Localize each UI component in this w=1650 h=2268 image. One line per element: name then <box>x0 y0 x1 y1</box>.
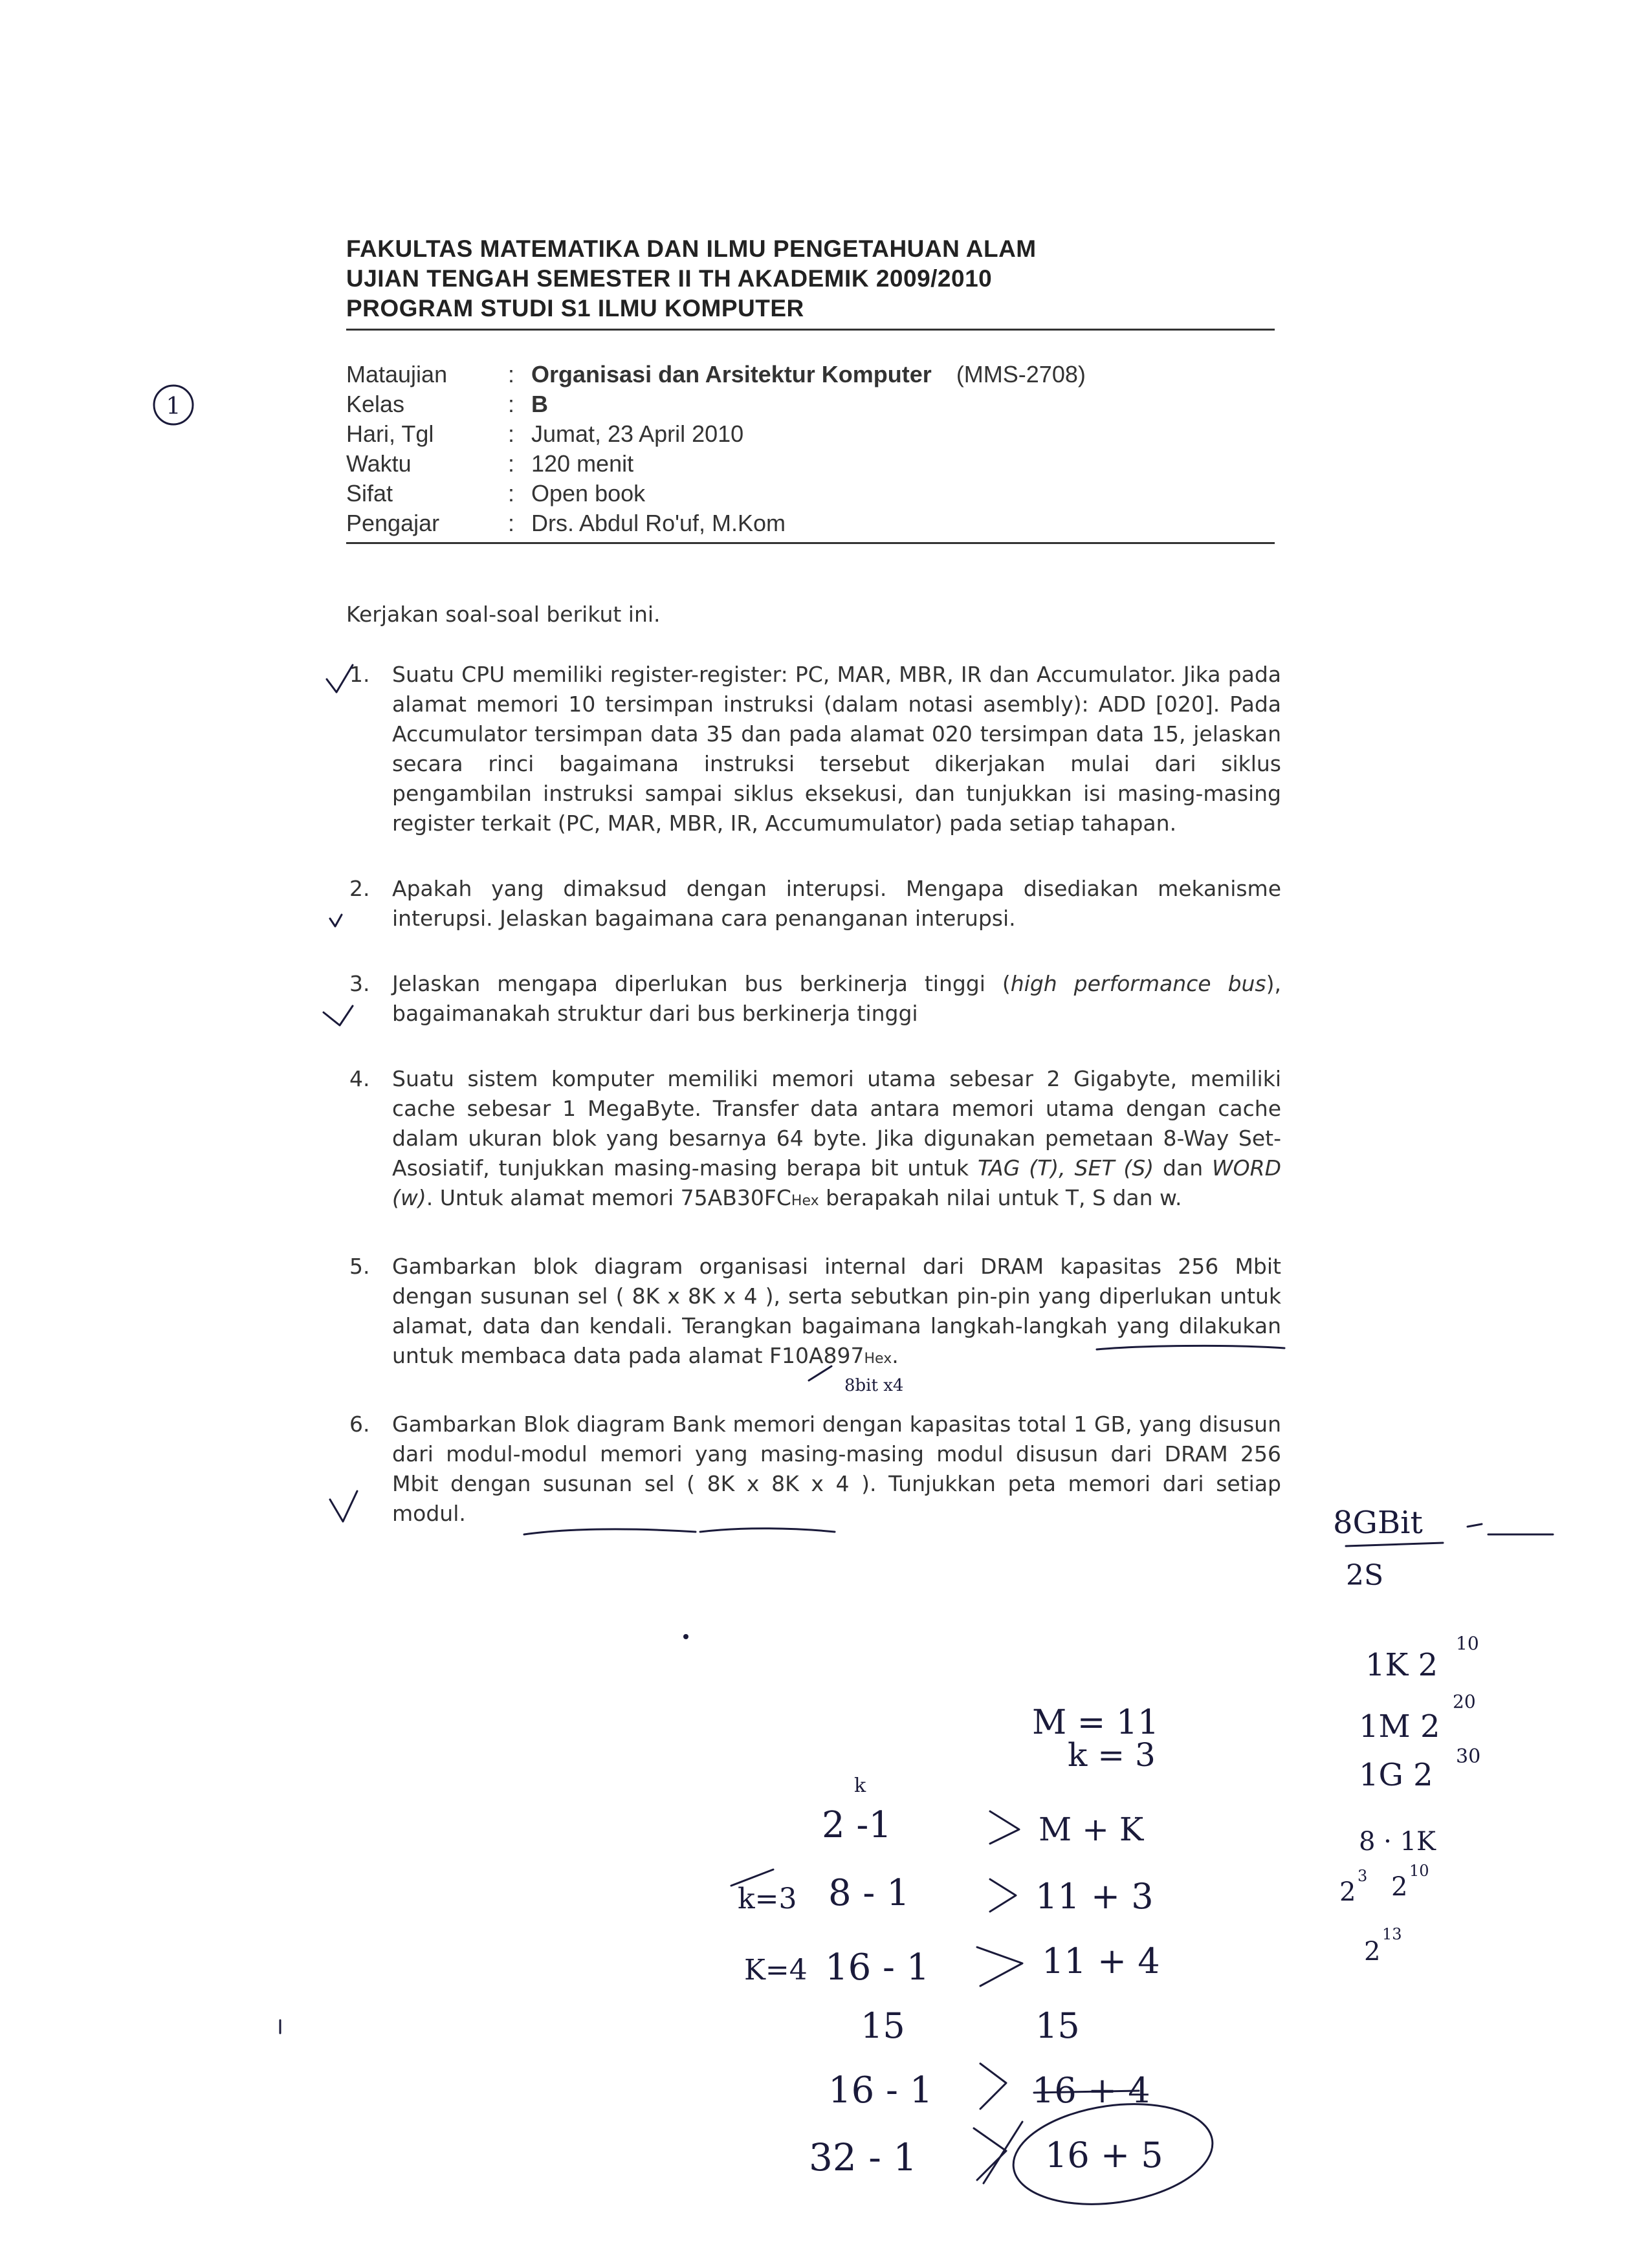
meta-label: Mataujian <box>346 361 448 387</box>
meta-label: Pengajar <box>346 510 440 536</box>
note-1g: 1G 2 <box>1359 1757 1433 1793</box>
faculty-title: FAKULTAS MATEMATIKA DAN ILMU PENGETAHUAN ALAM <box>346 235 1037 262</box>
note-2-3-exp: 3 <box>1358 1867 1368 1885</box>
note-1k: 1K 2 <box>1365 1647 1438 1683</box>
note-k-eq: k = 3 <box>1068 1736 1156 1774</box>
course-name: Organisasi dan Arsitektur Komputer <box>531 361 932 387</box>
italic-term: TAG (T), SET (S) <box>978 1155 1154 1181</box>
strike-q5 <box>809 1366 831 1380</box>
date-value: Jumat, 23 April 2010 <box>531 420 744 447</box>
program-title: PROGRAM STUDI S1 ILMU KOMPUTER <box>346 295 804 322</box>
question-number: 1. <box>349 662 370 687</box>
check-mark-q6 <box>330 1491 357 1521</box>
text-part: . Untuk alamat memori 75AB30FC <box>426 1185 791 1210</box>
note-2-3: 2 <box>1339 1877 1356 1907</box>
note-2-13: 2 <box>1364 1937 1381 1967</box>
text-part: berapakah nilai untuk T, S dan w. <box>819 1185 1182 1210</box>
meta-colon: : <box>508 480 515 507</box>
question-text: Apakah yang dimaksud dengan interupsi. Mengapa disediakan mekanisme interupsi. Jelaskan bagaimana cara penanganan interupsi. <box>392 876 1281 931</box>
note-8-1k: 8 · 1K <box>1359 1827 1436 1857</box>
note-1m: 1M 2 <box>1359 1708 1440 1745</box>
text-part: Suatu sistem komputer memiliki memori utama sebesar 2 Gigabyte, memiliki cache sebesar 1 MegaByte. Transfer data antara memori utama dengan cache dalam ukuran blok yang besarnya 64 byte. Jika digunakan pemetaan 8-Way Set-Asosiatif, tunjukkan masing-masing berapa bit untuk <box>392 1066 1281 1181</box>
underline-256mbit <box>1097 1346 1284 1349</box>
underline-bank-memori <box>700 1529 835 1532</box>
exam-title: UJIAN TENGAH SEMESTER II TH AKADEMIK 2009/2010 <box>346 265 993 292</box>
row6-left: 32 - 1 <box>809 2135 918 2179</box>
italic-term: WORD (w) <box>392 1155 1281 1210</box>
instructions: Kerjakan soal-soal berikut ini. <box>346 602 661 627</box>
note-2-13-exp: 13 <box>1382 1925 1402 1943</box>
course-code: (MMS-2708) <box>956 361 1086 387</box>
row3-left: 16 - 1 <box>825 1946 930 1989</box>
gt-sign-5 <box>980 2064 1006 2109</box>
dash-mark <box>1468 1524 1553 1534</box>
hex-subscript: Hex <box>864 1351 892 1367</box>
meta-label: Kelas <box>346 391 405 417</box>
question-number: 3. <box>349 971 370 996</box>
note-8gbit: 8GBit <box>1333 1505 1423 1541</box>
note-1m-exp: 20 <box>1453 1691 1476 1712</box>
question-number: 2. <box>349 876 370 901</box>
row4-left: 15 <box>861 2005 905 2046</box>
row6-right: 16 + 5 <box>1045 2135 1163 2175</box>
meta-colon: : <box>508 420 515 447</box>
check-mark-q1 <box>327 665 353 692</box>
underline-blok-diagram <box>524 1529 696 1534</box>
note-m-eq: M = 11 <box>1032 1703 1160 1742</box>
italic-term: high performance bus <box>1010 971 1266 996</box>
question-number: 5. <box>349 1254 370 1279</box>
row3-right: 11 + 4 <box>1042 1941 1160 1981</box>
note-1g-exp: 30 <box>1456 1745 1481 1768</box>
question-text: Gambarkan Blok diagram Bank memori dengan kapasitas total 1 GB, yang disusun dari modul-modul memori yang masing-masing modul disusun dari DRAM 256 Mbit dengan susunan sel ( 8K x 8K x 4 ). Tunjukkan peta memori dari setiap modul. <box>392 1412 1281 1526</box>
question-number: 4. <box>349 1066 370 1091</box>
row2-right: 11 + 3 <box>1035 1876 1154 1917</box>
note-1k-exp: 10 <box>1456 1633 1479 1654</box>
meta-label: Waktu <box>346 450 412 477</box>
question-number: 6. <box>349 1412 370 1437</box>
row2-k: k=3 <box>738 1882 797 1915</box>
meta-colon: : <box>508 361 515 387</box>
note-k-sup: k <box>854 1774 866 1797</box>
meta-label: Sifat <box>346 480 393 507</box>
row4-right: 15 <box>1035 2005 1080 2046</box>
note-2-10-exp: 10 <box>1409 1862 1429 1880</box>
meta-label: Hari, Tgl <box>346 420 434 447</box>
note-2s: 2S <box>1346 1559 1384 1592</box>
question-text: Suatu CPU memiliki register-register: PC, MAR, MBR, IR dan Accumulator. Jika pada alamat memori 10 tersimpan instruksi (dalam notasi asembly): ADD [020]. Pada Accumulator tersimpan data 35 dan pada alamat 020 tersimpan data 15, jelaskan secara rinci bagaimana instruksi tersebut dikerjakan mulai dari siklus pengambilan instruksi sampai siklus eksekusi, dan tunjukkan isi masing-masing register terkait (PC, MAR, MBR, IR, Accumumulator) pada setiap tahapan. <box>392 662 1281 836</box>
text-part: . <box>892 1343 899 1368</box>
row1-right: M + K <box>1039 1811 1144 1848</box>
row1-left: 2 -1 <box>822 1804 892 1846</box>
text-part: ), bagaimanakah struktur dari bus berkinerja tinggi <box>392 971 1281 1026</box>
check-mark-q3 <box>324 1006 353 1025</box>
hex-subscript: Hex <box>791 1193 819 1209</box>
exam-type-value: Open book <box>531 480 646 507</box>
gt-sign-1 <box>990 1811 1019 1844</box>
meta-colon: : <box>508 391 515 417</box>
meta-colon: : <box>508 450 515 477</box>
row5-right: 16 + 4 <box>1032 2070 1150 2111</box>
row2-left: 8 - 1 <box>828 1872 910 1914</box>
gt-sign-2 <box>990 1879 1016 1912</box>
note-2-10: 2 <box>1391 1872 1408 1902</box>
row3-k: K=4 <box>744 1954 808 1987</box>
text-part: Jelaskan mengapa diperlukan bus berkinerja tinggi ( <box>392 971 1011 996</box>
class-value: B <box>531 391 548 417</box>
fraction-bar <box>1346 1543 1443 1546</box>
duration-value: 120 menit <box>531 450 634 477</box>
text-part: Gambarkan blok diagram organisasi internal dari DRAM kapasitas 256 Mbit dengan susunan sel ( 8K x 8K x 4 ), serta sebutkan pin-pin yang diperlukan untuk alamat, data dan kendali. Terangkan bagaimana langkah-langkah yang dilakukan untuk membaca data pada alamat F10A897 <box>392 1254 1281 1368</box>
row5-left: 16 - 1 <box>828 2069 933 2111</box>
meta-colon: : <box>508 510 515 536</box>
q5-margin-note: 8bit x4 <box>844 1376 904 1395</box>
text-part: dan <box>1154 1155 1213 1181</box>
check-mark-q2 <box>330 915 342 926</box>
stray-dot <box>683 1634 688 1639</box>
page-number-mark: 1 <box>166 393 181 420</box>
lecturer-value: Drs. Abdul Ro'uf, M.Kom <box>531 510 786 536</box>
gt-sign-3 <box>977 1947 1022 1986</box>
